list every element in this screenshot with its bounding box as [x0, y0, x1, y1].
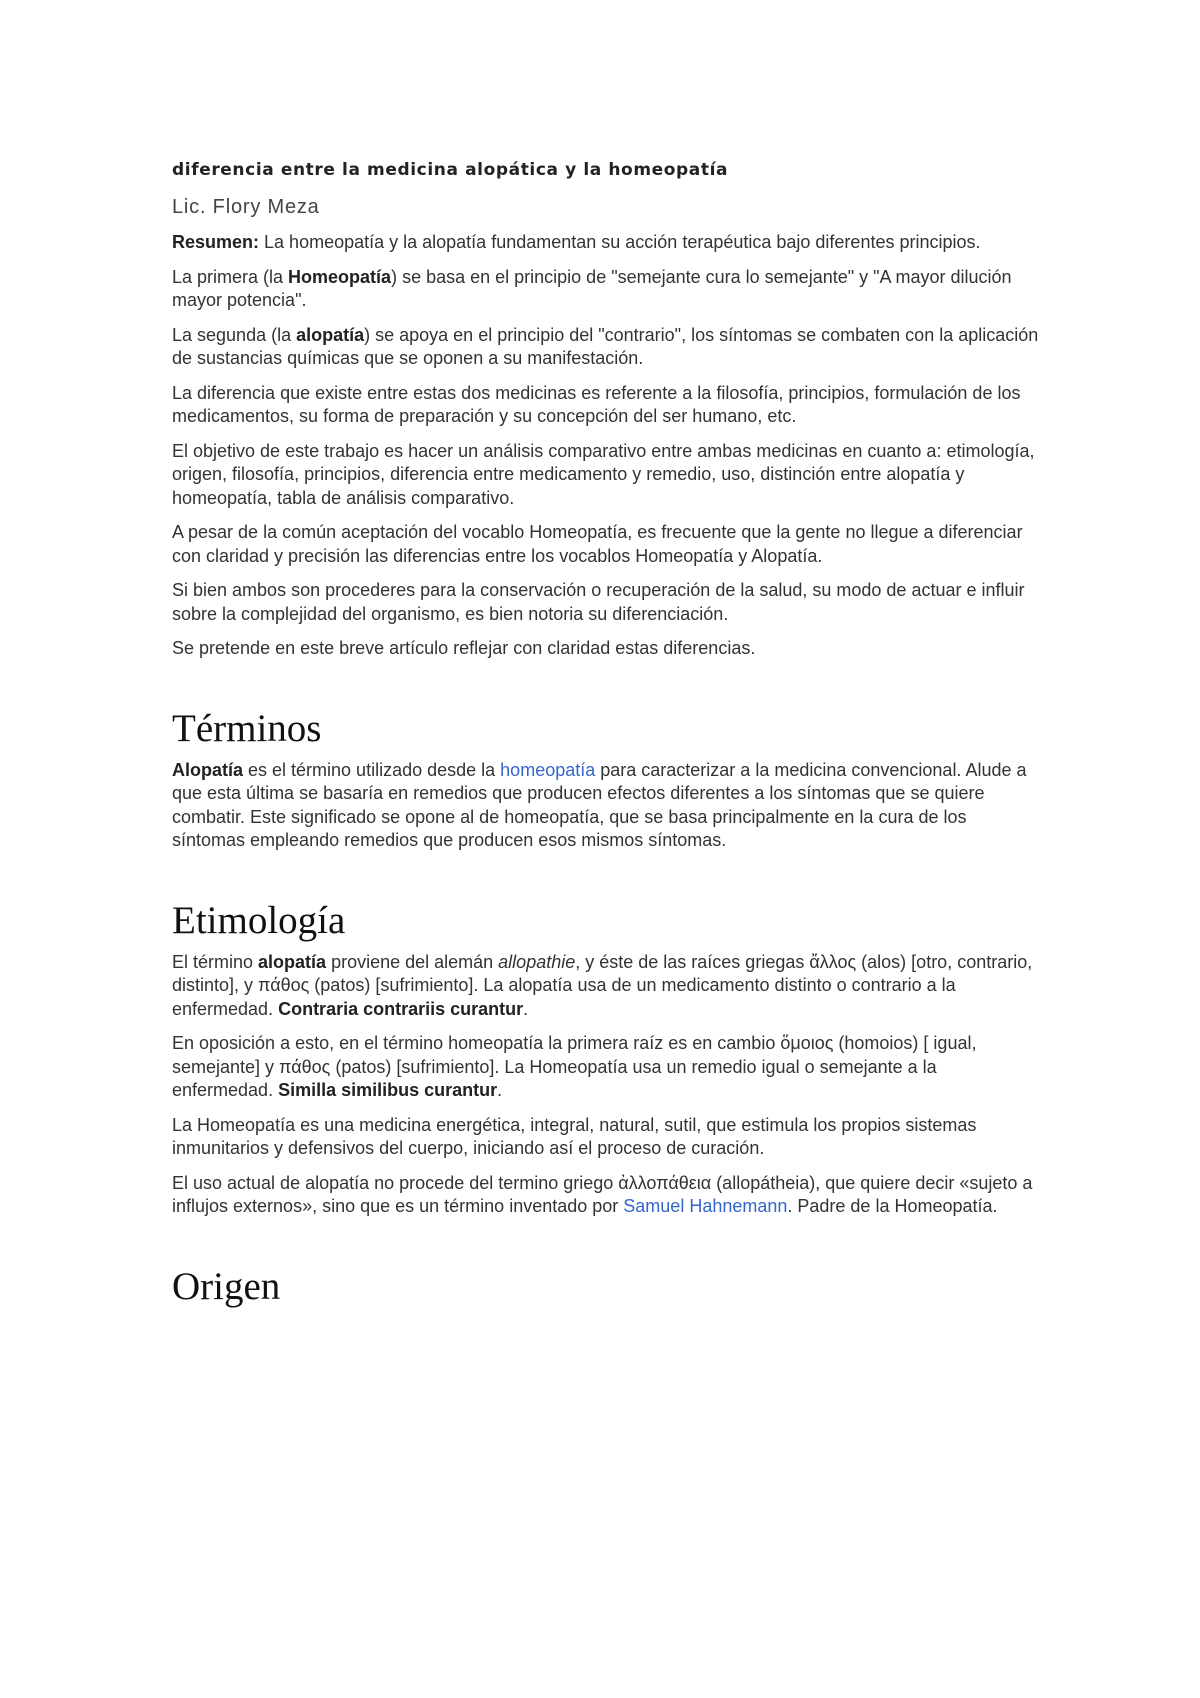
text-span: . — [523, 998, 529, 1019]
text-span: En oposición a esto, en el término homeopatía la primera raíz es en cambio ὅμοιος (homoios) [ igual, semejante] y πάθος (patos) [sufrimiento]. La Homeopatía usa un remedio igual o semejante a la enfermedad. — [172, 1033, 977, 1100]
text-span: El uso actual de alopatía no procede del termino griego ἀλλοπάθεια (allopátheia), que quiere decir «sujeto a influjos externos», sino que es un término inventado por — [172, 1172, 1033, 1216]
resumen-text: La homeopatía y la alopatía fundamentan su acción terapéutica bajo diferentes principios. — [259, 232, 981, 252]
bold-term: Homeopatía — [288, 266, 392, 287]
intro-paragraph-3 — [172, 324, 1040, 371]
section-heading-terminos: Términos — [172, 706, 322, 750]
etimologia-paragraph-4 — [172, 1172, 1040, 1219]
intro-paragraph-2 — [172, 266, 1040, 313]
document-page — [172, 158, 1040, 1309]
etimologia-paragraph-3: La Homeopatía es una medicina energética, integral, natural, sutil, que estimula los propios sistemas inmunitarios y defensivos del cuerpo, iniciando así el proceso de curación. — [172, 1114, 977, 1158]
homeopatia-link[interactable]: homeopatía — [500, 759, 596, 780]
etimologia-paragraph-2 — [172, 1032, 1040, 1103]
section-heading-etimologia: Etimología — [172, 898, 346, 942]
text-span: La segunda (la — [172, 324, 297, 345]
bold-phrase: Similla similibus curantur — [278, 1080, 498, 1100]
text-span: ) se basa en el principio de "semejante cura lo semejante" y "A mayor dilución mayor potencia". — [172, 266, 1012, 310]
intro-paragraph-7: Si bien ambos son procederes para la conservación o recuperación de la salud, su modo de actuar e influir sobre la complejidad del organismo, es bien notoria su diferenciación. — [172, 580, 1025, 624]
etimologia-paragraph-1 — [172, 951, 1040, 1022]
italic-term: allopathie — [498, 951, 576, 972]
text-span: es el término utilizado desde la — [243, 759, 501, 780]
text-span: . Padre de la Homeopatía. — [787, 1196, 998, 1216]
author-line: Lic. Flory Meza — [172, 196, 320, 218]
text-span: El término — [172, 951, 259, 972]
bold-term: alopatía — [258, 951, 327, 972]
text-span: proviene del alemán — [326, 951, 499, 972]
text-span: para caracterizar a la medicina convencional. Alude a que esta última se basaría en remedios que producen efectos diferentes a los síntomas que se quiere combatir. Este significado se opone al de homeopatía, que se basa principalmente en la cura de los síntomas empleando remedios que producen esos mismos síntomas. — [172, 759, 1027, 850]
intro-paragraph-5: El objetivo de este trabajo es hacer un análisis comparativo entre ambas medicinas en cuanto a: etimología, origen, filosofía, principios, diferencia entre medicamento y remedio, uso, distinción entre alopatía y homeopatía, tabla de análisis comparativo. — [172, 440, 1035, 508]
samuel-hahnemann-link[interactable]: Samuel Hahnemann — [623, 1196, 788, 1216]
resumen-label: Resumen: — [172, 232, 260, 252]
terminos-paragraph — [172, 759, 1040, 853]
resumen-paragraph — [172, 231, 1040, 255]
bold-phrase: Contraria contrariis curantur — [278, 998, 524, 1019]
intro-paragraph-8: Se pretende en este breve artículo reflejar con claridad estas diferencias. — [172, 638, 756, 658]
bold-term: Alopatía — [172, 759, 244, 780]
text-span: ) se apoya en el principio del "contrario", los síntomas se combaten con la aplicación de sustancias químicas que se oponen a su manifestación. — [172, 324, 1039, 368]
text-span: , y éste de las raíces griegas ἄλλος (alos) [otro, contrario, distinto], y πάθος (patos) [sufrimiento]. La alopatía usa de un medicamento distinto o contrario a la enfermedad. — [172, 951, 1033, 1019]
bold-term: alopatía — [296, 324, 365, 345]
section-heading-origen: Origen — [172, 1264, 281, 1308]
intro-paragraph-6: A pesar de la común aceptación del vocablo Homeopatía, es frecuente que la gente no llegue a diferenciar con claridad y precisión las diferencias entre los vocablos Homeopatía y Alopatía. — [172, 522, 1023, 566]
text-span: . — [497, 1080, 503, 1100]
document-title: diferencia entre la medicina alopática y la homeopatía — [172, 160, 729, 180]
text-span: La primera (la — [172, 266, 289, 287]
intro-paragraph-4: La diferencia que existe entre estas dos medicinas es referente a la filosofía, principios, formulación de los medicamentos, su forma de preparación y su concepción del ser humano, etc. — [172, 382, 1021, 426]
